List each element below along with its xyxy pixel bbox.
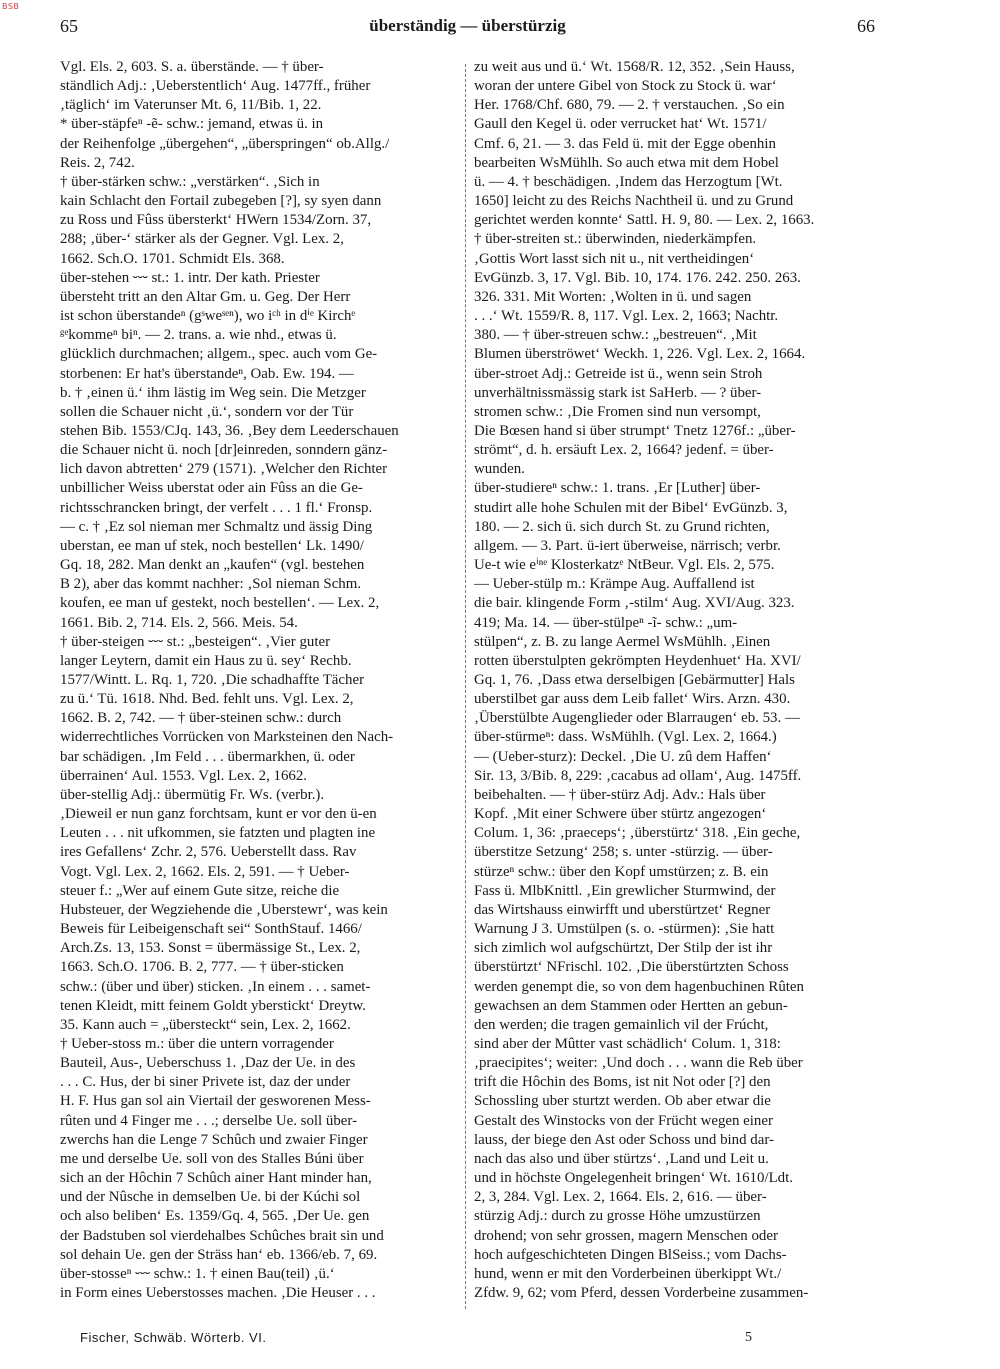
page-number-right: 66 xyxy=(857,16,875,36)
text-line: Vgl. Els. 2, 603. S. a. überstände. — † über- xyxy=(60,59,324,75)
text-line: 1650] leicht zu des Reichs Nachtheil ü. und zu Grund xyxy=(474,193,794,210)
page-number-left: 65 xyxy=(60,16,78,36)
text-line: Gestalt des Winstocks von der Frücht wegen einer xyxy=(474,1112,773,1129)
text-line: beibehalten. — † über-stürz Adj. Adv.: Hals über xyxy=(474,786,766,803)
text-line: . . .‘ Wt. 1559/R. 8, 117. Vgl. Lex. 2, 1663; Nachtr. xyxy=(474,308,779,325)
right-column xyxy=(474,58,875,1303)
text-line: † über-stärken schw.: „verstärken“. ‚Sich in xyxy=(60,173,320,190)
text-line: bar schädigen. ‚Im Feld . . . übermarkhen, ü. oder xyxy=(60,748,355,765)
text-line: den werden; die tragen gemainlich vil der Frúcht, xyxy=(474,1016,769,1033)
library-mark: BSB xyxy=(2,2,20,11)
text-line: Die Bœsen hand si über strumpt‘ Tnetz 1276f.: „über- xyxy=(474,422,796,439)
text-line: b. † ‚einen ü.‘ ihm lästig im Weg sein. Die Metzger xyxy=(60,384,366,401)
text-line: 1577/Wintt. L. Rq. 1, 720. ‚Die schadhaffte Tächer xyxy=(60,672,365,688)
text-line: drohend; von sehr grossen, magern Menschen oder xyxy=(474,1227,778,1244)
text-line: 380. — † über-streuen schw.: „bestreuen“. ‚Mit xyxy=(474,327,757,344)
text-line: Kopf. ‚Mit einer Schwere über stürtz angezogen‘ xyxy=(474,806,767,823)
text-line: stülpen“, z. B. zu lange Aermel WsMühlh. ‚Einen xyxy=(474,633,771,650)
text-line: sich an der Hôchin 7 Schûch ainer Hant minder han, xyxy=(60,1170,372,1187)
text-line: übersteht tritt an den Altar Gm. u. Geg. Der Herr xyxy=(60,288,351,305)
text-line: Leuten . . . nit ufkommen, sie fatzten und plagten ine xyxy=(60,825,376,842)
text-line: die Schauer nicht ü. noch [dr]einreden, sonndern gänz- xyxy=(60,442,388,459)
text-line: ires Gefallens‘ Zchr. 2, 576. Ueberstellt dass. Rav xyxy=(60,844,357,861)
text-line: 1663. Sch.O. 1706. B. 2, 777. — † über-sticken xyxy=(60,959,344,976)
text-line: Fass ü. MlbKnittl. ‚Ein grewlicher Sturmwind, der xyxy=(474,882,776,899)
text-line: lauss, der biege den Ast oder Schoss und bind dar- xyxy=(474,1131,774,1148)
text-line: ständlich Adj.: ‚Ueberstentlich‘ Aug. 1477ff., früher xyxy=(60,78,371,95)
text-line: die bair. klingende Form ‚-stilm‘ Aug. XVI/Aug. 323. xyxy=(474,595,795,612)
text-line: Cmf. 6, 21. — 3. das Feld ü. mit der Egge obenhin xyxy=(474,135,776,152)
text-line: uberstan, ee man uf stek, noch bestellen‘ Lk. 1490/ xyxy=(60,537,364,554)
text-line: Reis. 2, 742. xyxy=(60,154,135,171)
text-line: Gq. 1, 76. ‚Dass etwa derselbigen [Gebärmutter] Hals xyxy=(474,672,795,688)
text-line: 180. — 2. sich ü. sich durch St. zu Grund richten, xyxy=(474,518,770,535)
text-line: richtsschrancken bringt, der verfelt . . . 1 fl.‘ Fronsp. xyxy=(60,499,373,516)
page-header xyxy=(60,16,875,46)
text-line: zu Ross und Fûss übersterkt‘ HWern 1534/Zorn. 37, xyxy=(60,212,372,229)
text-line: † über-steigen ⏑⏑⏑ st.: „besteigen“. ‚Vier guter xyxy=(60,633,331,650)
text-line: und in höchste Ongelegenheit bringen‘ Wt. 1610/Ldt. xyxy=(474,1170,793,1187)
text-line: Colum. 1, 36: ‚praeceps‘; ‚überstürtz‘ 318. ‚Ein geche, xyxy=(474,825,801,842)
text-line: unbillicher Weiss uberstat oder ain Fûss an die Ge- xyxy=(60,480,363,497)
text-line: gerichtet werden konnte‘ Sattl. H. 9, 80. — Lex. 2, 1663. xyxy=(474,212,815,229)
text-line: zu weit aus und ü.‘ Wt. 1568/R. 12, 352. ‚Sein Hauss, xyxy=(474,59,795,75)
text-line: glücklich durchmachen; allgem., spec. auch vom Ge- xyxy=(60,346,378,363)
text-line: Gq. 18, 282. Man denkt an „kaufen“ (vgl. bestehen xyxy=(60,557,365,574)
text-line: über-stosseⁿ ⏑⏑⏑ schw.: 1. † einen Bau(teil) ‚ü.‘ xyxy=(60,1265,335,1282)
text-line: 2, 3, 284. Vgl. Lex. 2, 1664. Els. 2, 616. — über- xyxy=(474,1189,767,1206)
text-line: sich zimlich wol aufgschürtzt, Der Stilp der ist ihr xyxy=(474,940,773,957)
text-line: ‚Überstülbte Augenglieder oder Blarraugen‘ eb. 53. — xyxy=(474,710,800,727)
text-line: B 2), aber das kommt nachher: ‚Sol nieman Schm. xyxy=(60,576,362,593)
text-line: überstürtzt‘ NFrischl. 102. ‚Die überstürtzten Schoss xyxy=(474,959,789,976)
text-line: ‚Gottis Wort lasst sich nit u., nit vertheidingen‘ xyxy=(474,250,755,267)
text-line: langer Leytern, damit ein Haus zu ü. sey‘ Rechb. xyxy=(60,652,352,669)
text-line: über-stellig Adj.: übermütig Fr. Ws. (verbr.). xyxy=(60,786,325,803)
text-line: † Ueber-stoss m.: über die untern vorragender xyxy=(60,1035,334,1052)
text-line: über-stehen ⏑⏑⏑ st.: 1. intr. Der kath. Priester xyxy=(60,269,320,286)
text-line: zu ü.‘ Tü. 1618. Nhd. Bed. fehlt uns. Vgl. Lex. 2, xyxy=(60,691,354,708)
text-line: Blumen überströwet‘ Weckh. 1, 226. Vgl. Lex. 2, 1664. xyxy=(474,346,806,363)
text-line: Gaull den Kegel ü. oder verrucket hat‘ Wt. 1571/ xyxy=(474,116,767,133)
text-line: Warnung J 3. Umstülpen (s. o. -stürmen): ‚Sie hatt xyxy=(474,921,775,938)
page-footer xyxy=(80,1330,780,1352)
text-line: 288; ‚über-‘ stärker als der Gegner. Vgl. Lex. 2, xyxy=(60,231,344,248)
column-divider xyxy=(465,64,466,1309)
text-line: steuer f.: „Wer auf einem Gute sitze, reiche die xyxy=(60,882,340,899)
text-line: Zfdw. 9, 62; vom Pferd, dessen Vorderbeine zusammen- xyxy=(474,1285,809,1301)
text-line: kain Schlacht den Fortail zubegeben [?], sy syen dann xyxy=(60,193,382,210)
text-line: schw.: (über und über) sticken. ‚In einem . . . samet- xyxy=(60,978,371,995)
text-line: über-studiereⁿ schw.: 1. trans. ‚Er [Luther] über- xyxy=(474,480,761,497)
text-line: unverhältnissmässig stark ist SaHerb. — ? über- xyxy=(474,384,762,401)
footer-sheet-number: 5 xyxy=(745,1330,752,1345)
text-line: Schossling uber sturtzt werden. Ob aber etwar die xyxy=(474,1093,771,1110)
text-line: über-stroet Adj.: Getreide ist ü., wenn sein Stroh xyxy=(474,365,763,382)
left-column xyxy=(60,58,458,1303)
text-line: Vogt. Vgl. Lex. 2, 1662. Els. 2, 591. — † Ueber- xyxy=(60,863,350,880)
text-line: überrainen‘ Aul. 1553. Vgl. Lex. 2, 1662. xyxy=(60,767,308,784)
text-line: bearbeiten WsMühlh. So auch etwa mit dem Hobel xyxy=(474,154,779,171)
text-line: tenen Kleidt, mitt feinem Goldt yberstickt‘ Dreytw. xyxy=(60,997,366,1014)
text-line: Bauteil, Aus-, Ueberschuss 1. ‚Daz der Ue. in des xyxy=(60,1055,356,1072)
text-line: Sir. 13, 3/Bib. 8, 229: ‚cacabus ad ollam‘, Aug. 1475ff. xyxy=(474,767,802,784)
text-line: ‚praecipites‘; weiter: ‚Und doch . . . wann die Reb über xyxy=(474,1055,803,1072)
text-line: allgem. — 3. Part. ü-iert überweise, närrisch; verbr. xyxy=(474,537,781,554)
text-line: stürzeⁿ schw.: über den Kopf umstürzen; z. B. ein xyxy=(474,863,769,880)
text-line: hund, wenn er mit den Vorderbeinen überkippt Wt./ xyxy=(474,1265,782,1282)
text-line: lich davon abtretten‘ 279 (1571). ‚Welcher den Richter xyxy=(60,461,388,478)
text-line: Ue-t wie eⁱⁿᵉ Klosterkatzᵉ NtBeur. Vgl. Els. 2, 575. xyxy=(474,557,775,574)
text-line: gewachsen an dem Stammen oder Hertten an gebun- xyxy=(474,997,788,1014)
text-line: hoch aufgeschichteten Dingen BlSeiss.; vom Dachs- xyxy=(474,1246,787,1263)
text-line: und der Nûsche in demselben Ue. bi der Kúchi sol xyxy=(60,1189,361,1206)
text-line: * über-stäpfeⁿ -ẽ- schw.: jemand, etwas ü. in xyxy=(60,116,324,133)
text-line: — Ueber-stülp m.: Krämpe Aug. Auffallend ist xyxy=(474,576,755,593)
text-line: sollen die Schauer nicht ‚ü.‘, sondern vor der Tür xyxy=(60,403,354,420)
text-line: 1662. Sch.O. 1701. Schmidt Els. 368. xyxy=(60,250,285,267)
text-line: nach das also und über stürtzs‘. ‚Land und Leit u. xyxy=(474,1150,769,1167)
text-line: storbenen: Er hat's überstandeⁿ, Oab. Ew. 194. — xyxy=(60,365,354,382)
text-line: ist schon überstandeⁿ (gˢweˢᵉⁿ), wo iᶜʰ in dⁱᵉ Kirchᵉ xyxy=(60,308,356,325)
text-line: überstitze Setzung‘ 258; s. unter -stürzig. — über- xyxy=(474,844,773,861)
text-line: sol dehain Ue. gen der Sträss han‘ eb. 1366/eb. 7, 69. xyxy=(60,1246,378,1263)
text-line: 1661. Bib. 2, 714. Els. 2, 566. Meis. 54. xyxy=(60,614,298,631)
text-line: 419; Ma. 14. — über-stülpeⁿ -ĩ- schw.: „um- xyxy=(474,614,738,631)
text-line: trift die Hôchin des Boms, ist nit Not oder [?] den xyxy=(474,1074,771,1091)
text-line: Hubsteuer, der Wegziehende die ‚Uberstewr‘, was kein xyxy=(60,901,388,918)
text-line: das Wirtshauss einwirfft und uberstürtzet‘ Regner xyxy=(474,901,771,918)
text-line: Her. 1768/Chf. 680, 79. — 2. † verstauchen. ‚So ein xyxy=(474,97,785,114)
text-line: uberstilbet gar auss dem Leib fallet‘ Wirs. Arzn. 430. xyxy=(474,691,791,708)
text-line: zwerchs han die Lenge 7 Schûch und zwaier Finger xyxy=(60,1131,368,1148)
text-line: 1662. B. 2, 742. — † über-steinen schw.: durch xyxy=(60,710,342,727)
text-line: wunden. xyxy=(474,461,525,478)
text-line: strömt“, d. h. ersäuft Lex. 2, 1664? jedenf. = über- xyxy=(474,442,774,459)
text-line: rotten überstulpten gekrömpten Heydenhuet‘ Ha. XVI/ xyxy=(474,652,801,669)
text-line: ᵍᵉkommeⁿ biⁿ. — 2. trans. a. wie nhd., etwas ü. xyxy=(60,327,337,344)
footer-source: Fischer, Schwäb. Wörterb. VI. xyxy=(80,1330,267,1345)
text-line: . . . C. Hus, der bi siner Privete ist, daz der under xyxy=(60,1074,351,1091)
dictionary-columns xyxy=(60,58,875,1323)
text-line: sind aber der Mûtter vast schädlich‘ Colum. 1, 318: xyxy=(474,1035,781,1052)
page-title: überständig — überstürzig xyxy=(369,16,566,35)
text-line: stürzig Adj.: durch zu grosse Höhe umzustürzen xyxy=(474,1208,761,1225)
text-line: EvGünzb. 3, 17. Vgl. Bib. 10, 174. 176. 242. 250. 263. xyxy=(474,269,801,286)
text-line: der Reihenfolge „übergehen“, „überspringen“ ob.Allg./ xyxy=(60,135,390,152)
text-line: Arch.Zs. 13, 153. Sonst = übermässige St., Lex. 2, xyxy=(60,940,361,957)
text-line: ‚Dieweil er nun ganz forchtsam, kunt er vor den ü-en xyxy=(60,806,377,823)
text-line: woran der untere Gibel von Stock zu Stock ü. war‘ xyxy=(474,78,777,95)
text-line: 35. Kann auch = „übersteckt“ sein, Lex. 2, 1662. xyxy=(60,1016,351,1033)
text-line: studirt alle hohe Schulen mit der Bibel‘ EvGünzb. 3, xyxy=(474,499,788,516)
text-line: der Badstuben sol vierdehalbes Schûches brait sin und xyxy=(60,1227,384,1244)
text-line: in Form eines Ueberstosses machen. ‚Die Heuser . . . xyxy=(60,1285,376,1301)
text-line: Beweis für Leibeigenschaft sei“ SonthStauf. 1466/ xyxy=(60,921,362,938)
text-line: koufen, ee man uf gestekt, noch bestellen‘. — Lex. 2, xyxy=(60,595,380,612)
text-line: werden genempt die, so von dem hagenbuchinen Rûten xyxy=(474,978,804,995)
text-line: widerrechtliches Vorrücken von Marksteinen den Nach- xyxy=(60,729,394,746)
text-line: ü. — 4. † beschädigen. ‚Indem das Herzogtum [Wt. xyxy=(474,173,783,190)
text-line: me und derselbe Ue. soll von des Stalles Búni über xyxy=(60,1150,364,1167)
text-line: H. F. Hus gan sol ain Viertail der gesworenen Mess- xyxy=(60,1093,371,1110)
text-line: och also beliben‘ Es. 1359/Gq. 4, 565. ‚Der Ue. gen xyxy=(60,1208,370,1225)
text-line: — (Ueber-sturz): Deckel. ‚Die U. zû dem Haffen‘ xyxy=(474,748,772,765)
text-line: über-stürmeⁿ: dass. WsMühlh. (Vgl. Lex. 2, 1664.) xyxy=(474,729,777,746)
text-line: stromen schw.: ‚Die Fromen sind nun versompt, xyxy=(474,403,761,420)
text-line: rûten und 4 Finger me . . .; derselbe Ue. soll über- xyxy=(60,1112,358,1129)
text-line: ‚täglich‘ im Vaterunser Mt. 6, 11/Bib. 1, 22. xyxy=(60,97,322,114)
text-line: — c. † ‚Ez sol nieman mer Schmaltz und ässig Ding xyxy=(60,518,373,535)
text-line: † über-streiten st.: überwinden, niederkämpfen. xyxy=(474,231,757,248)
text-line: 326. 331. Mit Worten: ‚Wolten in ü. und sagen xyxy=(474,288,752,305)
text-line: stehen Bib. 1553/CJq. 143, 36. ‚Bey dem Leederschauen xyxy=(60,422,399,439)
